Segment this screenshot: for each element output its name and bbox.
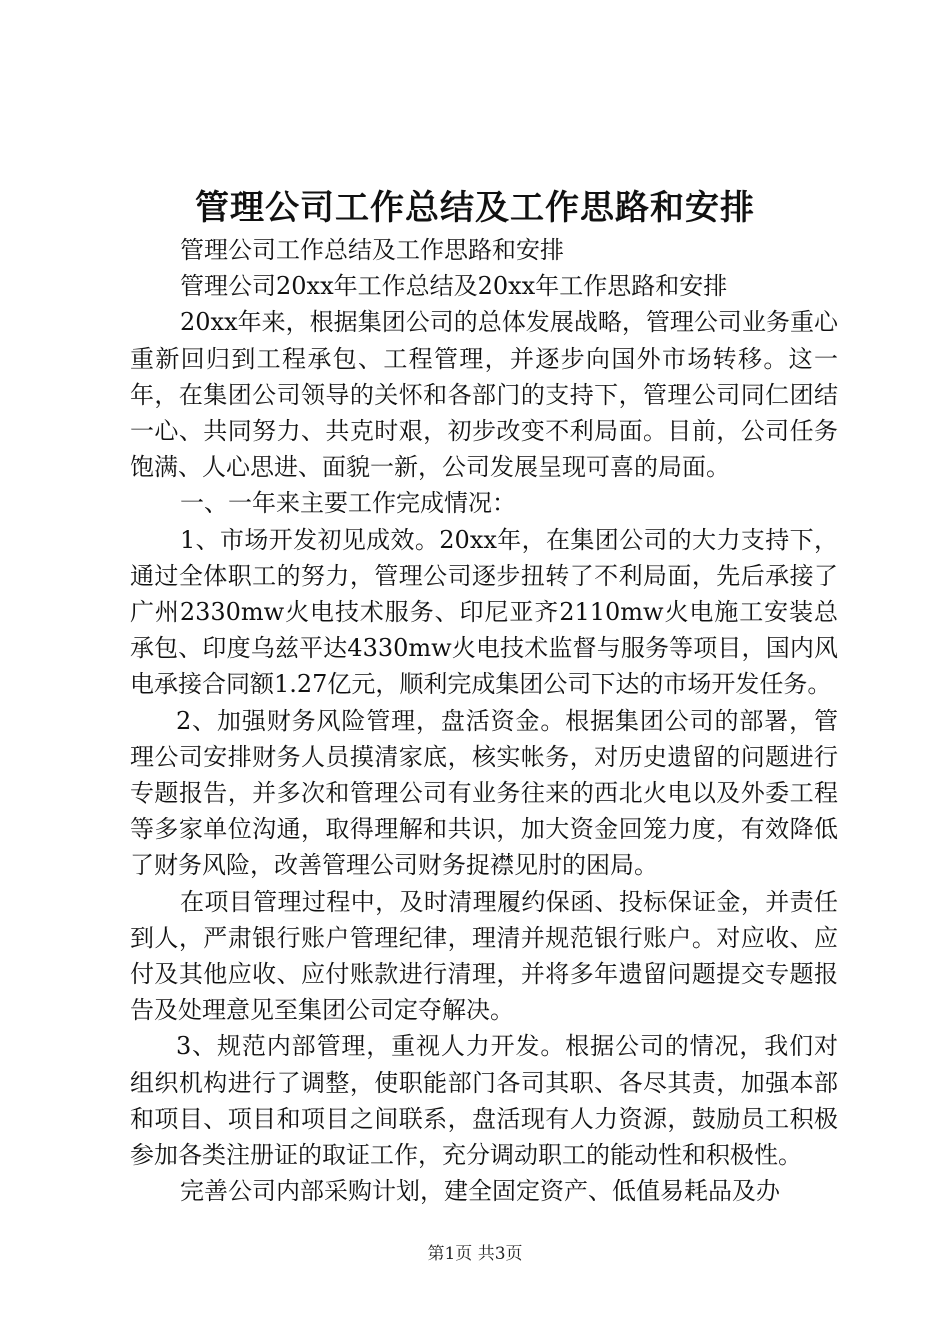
paragraph-project-management: 在项目管理过程中，及时清理履约保函、投标保证金，并责任到人，严肃银行账户管理纪律，理清并规范银行账户。对应收、应付及其他应收、应付账款进行清理，并将多年遗留问题提交专题报告及处理意见至集团公司定夺解决。 <box>130 887 838 1025</box>
document-body <box>130 232 838 1209</box>
paragraph-section-heading: 一、一年来主要工作完成情况： <box>180 489 516 518</box>
paragraph-subtitle: 管理公司工作总结及工作思路和安排 <box>180 236 564 264</box>
page-footer: 第1页 共3页 <box>427 1244 523 1264</box>
page-title: 管理公司工作总结及工作思路和安排 <box>195 188 755 228</box>
paragraph-market-development: 1、市场开发初见成效。20xx年，在集团公司的大力支持下，通过全体职工的努力，管理公司逐步扭转了不利局面，先后承接了广州2330mw火电技术服务、印尼亚齐2110mw火电施工安装总承包、印度乌兹平达4330mw火电技术监督与服务等项目，国内风电承接合同额1.27亿元，顺利完成集团公司下达的市场开发任务。 <box>130 525 838 699</box>
paragraph-internal-management: 3、规范内部管理，重视人力开发。根据公司的情况，我们对组织机构进行了调整，使职能部门各司其职、各尽其责，加强本部和项目、项目和项目之间联系，盘活现有人力资源，鼓励员工积极参加各类注册证的取证工作，充分调动职工的能动性和积极性。 <box>130 1032 838 1170</box>
paragraph-subtitle-year: 管理公司20xx年工作总结及20xx年工作思路和安排 <box>180 272 728 301</box>
paragraph-procurement: 完善公司内部采购计划，建全固定资产、低值易耗品及办 <box>180 1177 780 1206</box>
paragraph-finance-risk: 2、加强财务风险管理，盘活资金。根据集团公司的部署，管理公司安排财务人员摸清家底，核实帐务，对历史遗留的问题进行专题报告，并多次和管理公司有业务往来的西北火电以及外委工程等多家单位沟通，取得理解和共识，加大资金回笼力度，有效降低了财务风险，改善管理公司财务捉襟见肘的困局。 <box>130 706 838 880</box>
paragraph-intro: 20xx年来，根据集团公司的总体发展战略，管理公司业务重心重新回归到工程承包、工程管理，并逐步向国外市场转移。这一年，在集团公司领导的关怀和各部门的支持下，管理公司同仁团结一心、共同努力、共克时艰，初步改变不利局面。目前，公司任务饱满、人心思进、面貌一新，公司发展呈现可喜的局面。 <box>130 308 838 482</box>
